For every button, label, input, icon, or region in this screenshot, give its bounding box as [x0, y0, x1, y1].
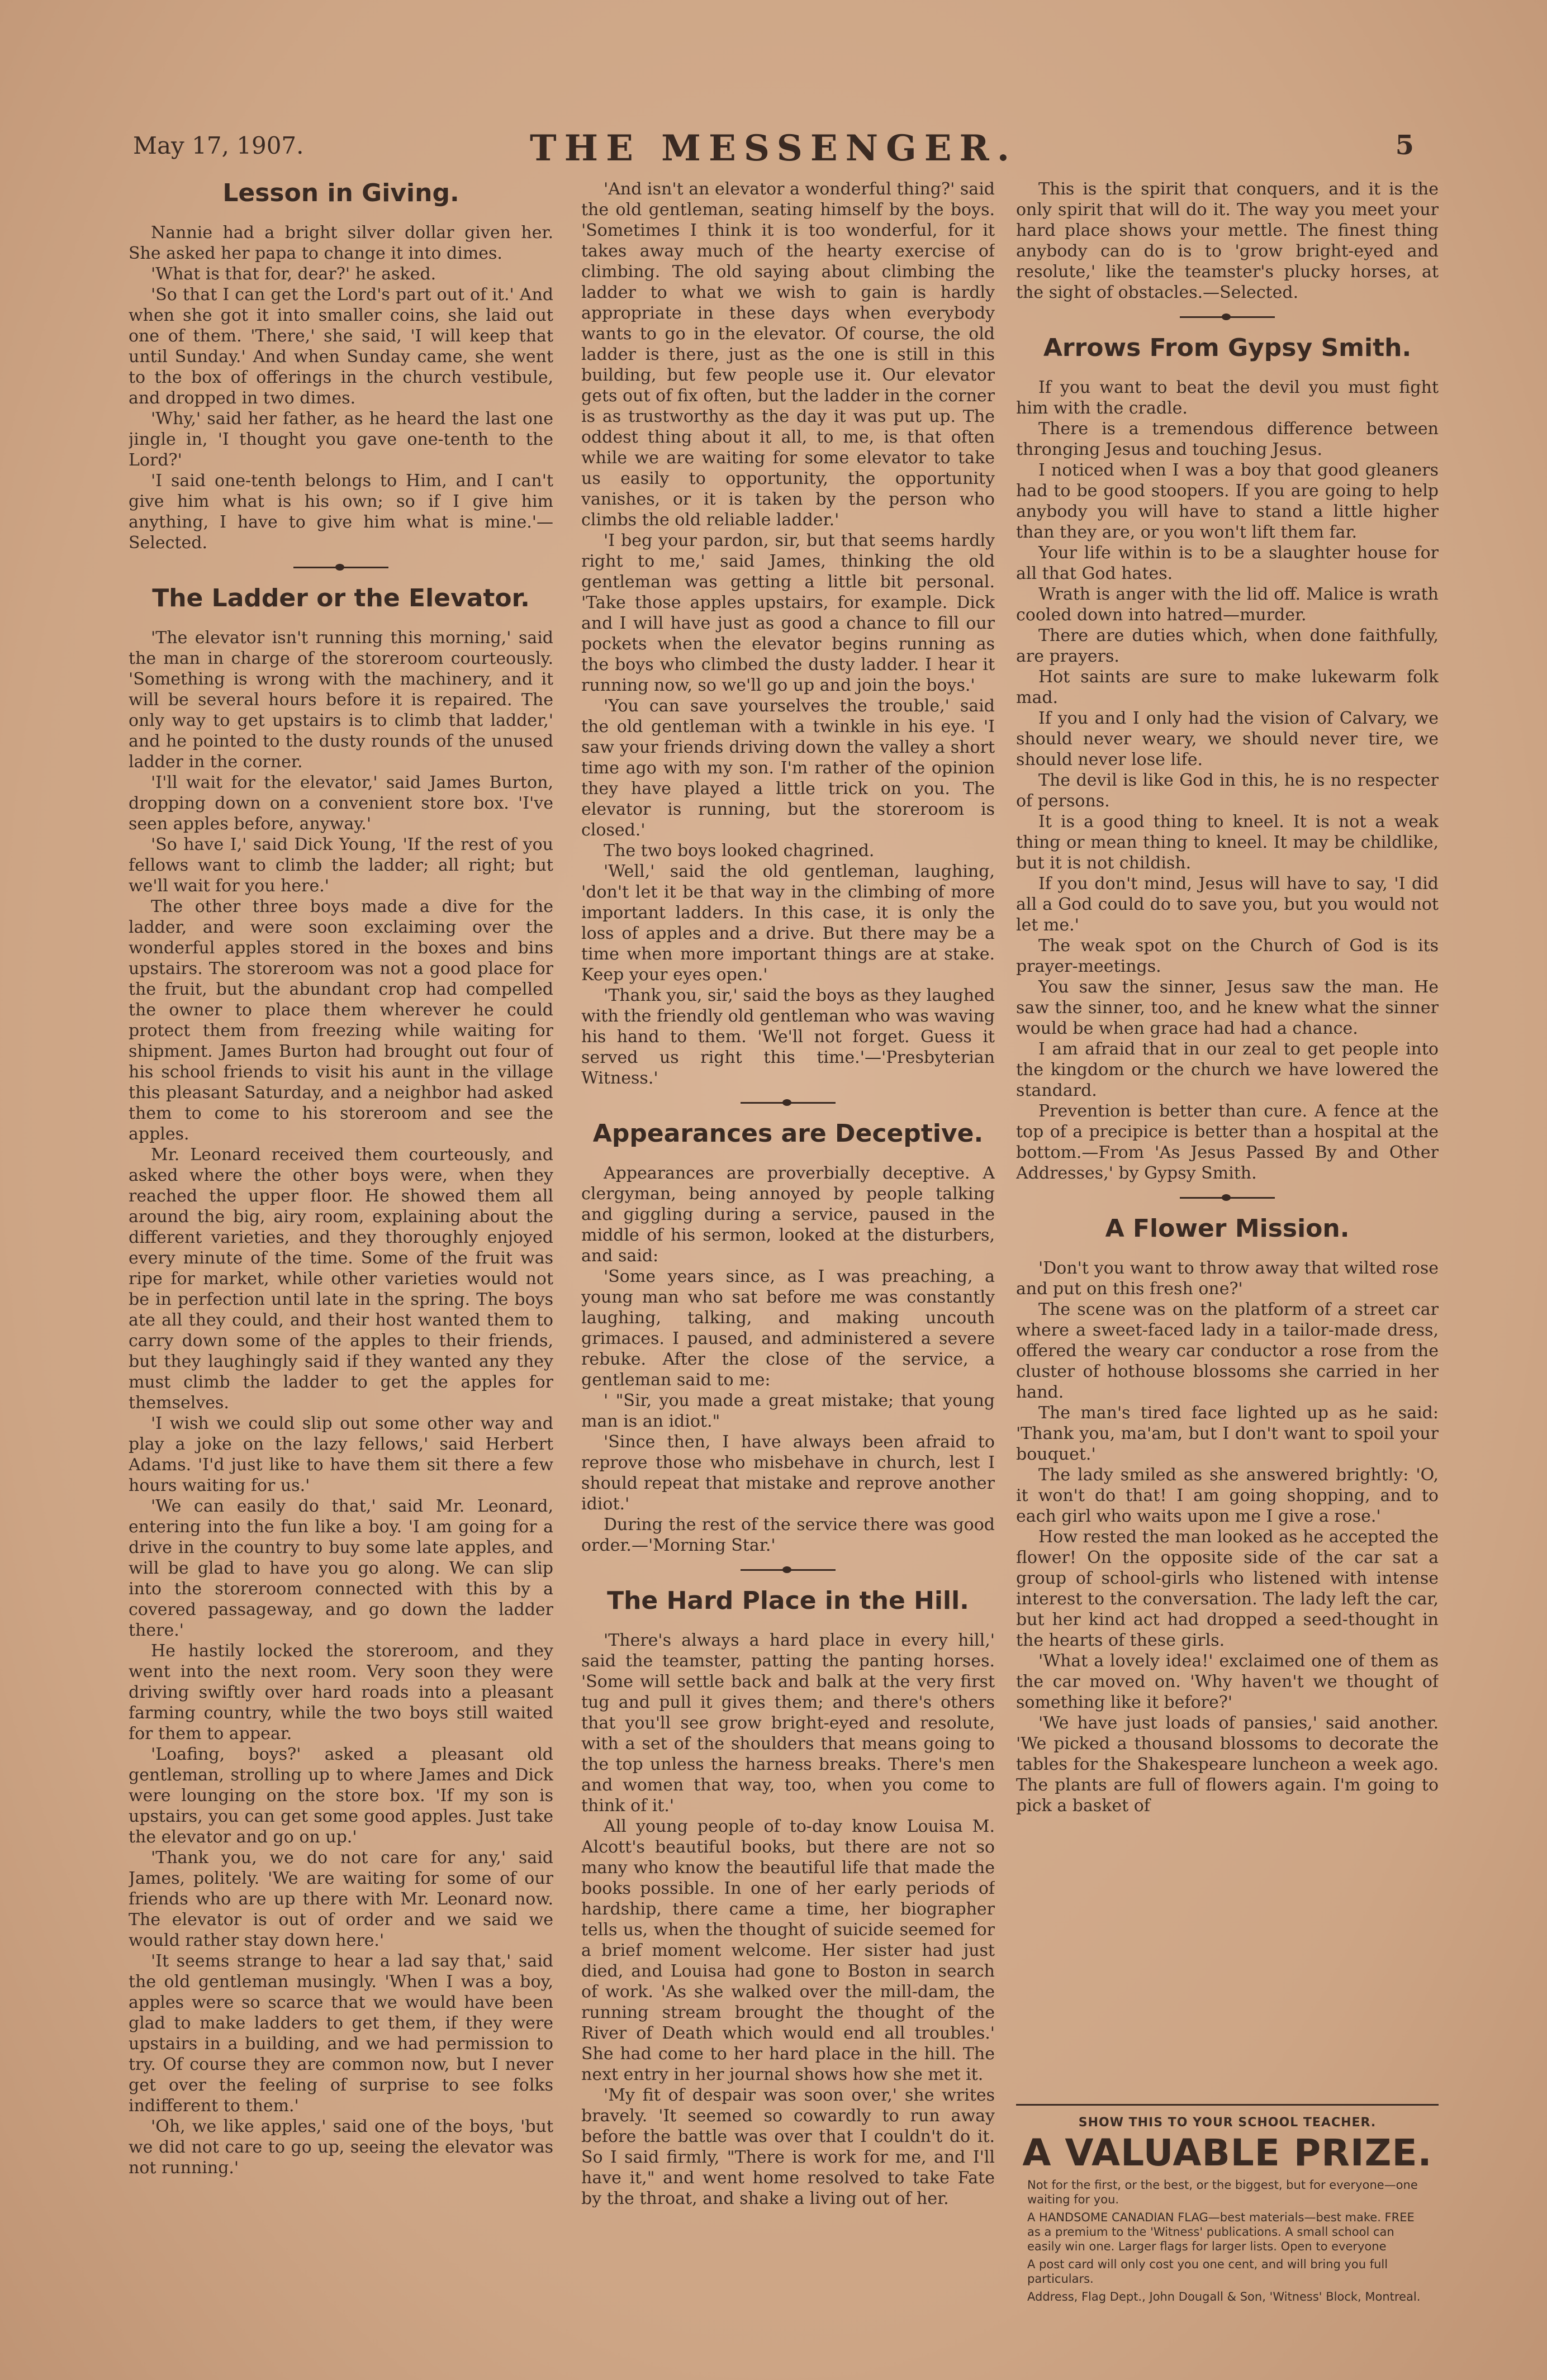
paragraph: 'Why,' said her father, as he heard the last one jingle in, 'I thought you gave one-tenth to the Lord?': [129, 409, 553, 470]
article-body-ladder: [129, 628, 553, 2178]
paragraph: I noticed when I was a boy that good gleaners had to be good stoopers. If you are going to help anybody you will have to stand a little higher than they are, or you won't lift them far.: [1016, 460, 1439, 542]
paragraph: 'Oh, we like apples,' said one of the boys, 'but we did not care to go up, seeing the elevator was not running.': [129, 2117, 553, 2178]
paragraph: 'It seems strange to hear a lad say that,' said the old gentleman musingly. 'When I was a boy, apples were so scarce that we would have been glad to make ladders to get them, if they were upstairs in a building, and we had permission to try. Of course they are common now, but I never get over the feeling of surprise to see folks indifferent to them.': [129, 1951, 553, 2116]
paragraph: The devil is like God in this, he is no respecter of persons.: [1016, 771, 1439, 811]
paragraph: 'We have just loads of pansies,' said another. 'We picked a thousand blossoms to decorate the tables for the Shakespeare luncheon a week ago. The plants are full of flowers again. I'm going to pick a basket of: [1016, 1713, 1439, 1816]
paragraph: He hastily locked the storeroom, and they went into the next room. Very soon they were driving swiftly over hard roads into a pleasant farming country, while the two boys still waited for them to appear.: [129, 1641, 553, 1744]
paragraph: There are duties which, when done faithfully, are prayers.: [1016, 626, 1439, 666]
paragraph: Nannie had a bright silver dollar given her. She asked her papa to change it into dimes.: [129, 223, 553, 263]
ad-prize-heading: A VALUABLE PRIZE.: [1022, 2131, 1432, 2174]
paragraph: The man's tired face lighted up as he said: 'Thank you, ma'am, but I don't want to spoil your bouquet.': [1016, 1403, 1439, 1464]
section-divider: [293, 567, 388, 568]
page-number: 5: [1395, 130, 1414, 161]
article-title-flower: A Flower Mission.: [1105, 1214, 1350, 1243]
paragraph: You saw the sinner, Jesus saw the man. He saw the sinner, too, and he knew what the sinner would be when grace had had a chance.: [1016, 977, 1439, 1038]
paragraph: The weak spot on the Church of God is its prayer-meetings.: [1016, 936, 1439, 976]
paragraph: 'So have I,' said Dick Young, 'If the rest of you fellows want to climb the ladder; all right; but we'll wait for you here.': [129, 835, 553, 896]
section-divider: [1180, 316, 1275, 318]
paragraph: 'Thank you, sir,' said the boys as they laughed with the friendly old gentleman who was waving his hand to them. 'We'll not forget. Guess it served us right this time.'—'Presbyterian Witness.': [581, 986, 995, 1088]
paragraph: 'Since then, I have always been afraid to reprove those who misbehave in church, lest I should repeat that mistake and reprove another idiot.': [581, 1432, 995, 1514]
paragraph: If you don't mind, Jesus will have to say, 'I did all a God could do to save you, but you would not let me.': [1016, 874, 1439, 935]
paragraph: 'What a lovely idea!' exclaimed one of them as the car moved on. 'Why haven't we thought of something like it before?': [1016, 1651, 1439, 1712]
ad-line-3: A post card will only cost you one cent, and will bring you full particulars.: [1027, 2258, 1388, 2286]
paragraph: Mr. Leonard received them courteously, and asked where the other boys were, when they reached the upper floor. He showed them all around the big, airy room, explaining about the different varieties, and they thoroughly enjoyed every minute of the time. Some of the fruit was ripe for market, while other varieties would not be in perfection until late in the spring. The boys ate all they could, and their host wanted them to carry down some of the apples to their friends, but they laughingly said if they wanted any they must climb the ladder to get the apples for themselves.: [129, 1145, 553, 1413]
section-divider: [1180, 1197, 1275, 1199]
paragraph: 'Some years since, as I was preaching, a young man who sat before me was constantly laughing, talking, and making uncouth grimaces. I paused, and administered a severe rebuke. After the close of the service, a gentleman said to me:: [581, 1267, 995, 1390]
paragraph: 'So that I can get the Lord's part out of it.' And when she got it into smaller coins, she laid out one of them. 'There,' she said, 'I will keep that until Sunday.' And when Sunday came, she went to the box of offerings in the church vestibule, and dropped in two dimes.: [129, 285, 553, 408]
paragraph: Prevention is better than cure. A fence at the top of a precipice is better than a hospital at the bottom.—From 'As Jesus Passed By and Other Addresses,' by Gypsy Smith.: [1016, 1101, 1439, 1183]
paragraph: The lady smiled as she answered brightly: 'O, it won't do that! I am going shopping, and to each girl who waits upon me I give a rose.': [1016, 1465, 1439, 1526]
paragraph: 'I'll wait for the elevator,' said James Burton, dropping down on a convenient store box. 'I've seen apples before, anyway.': [129, 773, 553, 834]
paragraph: 'Thank you, we do not care for any,' said James, politely. 'We are waiting for some of our friends who are up there with Mr. Leonard now. The elevator is out of order and we said we would rather stay down here.': [129, 1848, 553, 1950]
paragraph: The other three boys made a dive for the ladder, and were soon exclaiming over the wonderful apples stored in the boxes and bins upstairs. The storeroom was not a good place for the fruit, but the abundant crop had compelled the owner to place them wherever he could protect them from freezing while waiting for shipment. James Burton had brought out four of his school friends to visit his aunt in the village this pleasant Saturday, and a neighbor had asked them to come to his storeroom and see the apples.: [129, 897, 553, 1144]
ad-top-rule: [1016, 2104, 1439, 2106]
paragraph: The two boys looked chagrined.: [604, 841, 875, 861]
masthead: [133, 127, 1414, 172]
article-title-appearances: Appearances are Deceptive.: [592, 1119, 984, 1148]
paragraph: ' "Sir, you made a great mistake; that young man is an idiot.": [581, 1391, 995, 1431]
paragraph: Your life within is to be a slaughter house for all that God hates.: [1016, 543, 1439, 583]
paragraph: It is a good thing to kneel. It is not a weak thing or mean thing to kneel. It may be childlike, but it is not childish.: [1016, 812, 1439, 873]
paragraph: 'Well,' said the old gentleman, laughing, 'don't let it be that way in the climbing of more important ladders. In this case, it is only the loss of apples and a drive. But there may be a time when more important things are at stake. Keep your eyes open.': [581, 862, 995, 985]
paragraph: This is the spirit that conquers, and it is the only spirit that will do it. The way you meet your hard place shows your mettle. The finest thing anybody can do is to 'grow bright-eyed and resolute,' like the teamster's plucky horses, at the sight of obstacles.—Selected.: [1016, 179, 1439, 302]
paragraph: Wrath is anger with the lid off. Malice is wrath cooled down into hatred—murder.: [1016, 585, 1439, 625]
paragraph: 'There's always a hard place in every hill,' said the teamster, patting the panting horses. 'Some will settle back and balk at the very first tug and pull it gives them; and there's others that you'll see grow bright-eyed and resolute, with a set of the shoulders that means going to the top unless the harness breaks. There's men and women that way, too, when you come to think of it.': [581, 1631, 995, 1816]
paragraph: 'Don't you want to throw away that wilted rose and put on this fresh one?': [1016, 1258, 1439, 1299]
ad-header: SHOW THIS TO YOUR SCHOOL TEACHER.: [1078, 2116, 1377, 2130]
paragraph: 'I wish we could slip out some other way and play a joke on the lazy fellows,' said Herbert Adams. 'I'd just like to have them sit there a few hours waiting for us.': [129, 1414, 553, 1495]
column-3: [1016, 179, 1439, 2090]
paragraph: Appearances are proverbially deceptive. A clergyman, being annoyed by people talking and giggling during a service, paused in the middle of his sermon, looked at the disturbers, and said:: [581, 1163, 995, 1266]
ad-line-4: Address, Flag Dept., John Dougall & Son, 'Witness' Block, Montreal.: [1027, 2290, 1421, 2303]
paragraph: 'I said one-tenth belongs to Him, and I can't give him what is his own; so if I give him anything, I have to give him what is mine.'—Selected.: [129, 471, 553, 553]
article-body-arrows: [1016, 377, 1439, 1184]
ad-line-2: A HANDSOME CANADIAN FLAG—best materials—best make. FREE as a premium to the 'Witness' publications. A small school can easily win one. Larger flags for larger lists. Open to everyone: [1027, 2211, 1415, 2253]
paragraph: 'You can save yourselves the trouble,' said the old gentleman with a twinkle in his eye. 'I saw your friends driving down the valley a short time ago with my son. I'm rather of the opinion they have played a little trick on you. The elevator is running, but the storeroom is closed.': [581, 696, 995, 840]
article-body-appearances: [581, 1163, 995, 1556]
paragraph: 'The elevator isn't running this morning,' said the man in charge of the storeroom courteously. 'Something is wrong with the machinery, and it will be several hours before it is repaired. The only way to get upstairs is to climb that ladder,' and he pointed to the dusty rounds of the unused ladder in the corner.: [129, 628, 553, 772]
paragraph: If you want to beat the devil you must fight him with the cradle.: [1016, 378, 1439, 418]
article-title-hard-place: The Hard Place in the Hill.: [607, 1586, 969, 1615]
issue-date: May 17, 1907.: [133, 132, 304, 159]
ad-line-1: Not for the first, or the best, or the biggest, but for everyone—one waiting for you.: [1027, 2178, 1418, 2206]
paragraph: I am afraid that in our zeal to get people into the kingdom or the church we have lowered the standard.: [1016, 1039, 1439, 1100]
article-title-lesson: Lesson in Giving.: [222, 179, 459, 207]
article-body-hard-place-continued: [1016, 179, 1439, 303]
article-title-ladder: The Ladder or the Elevator.: [152, 584, 530, 612]
paragraph: 'And isn't an elevator a wonderful thing?' said the old gentleman, seating himself by the boys. 'Sometimes I think it is too wonderful, for it takes away much of the hearty exercise of climbing. The old saying about climbing the ladder to what we wish to gain is hardly appropriate in these days when everybody wants to go in the elevator. Of course, the old ladder is there, just as the one is still in this building, but few people use it. Our elevator gets out of fix often, but the ladder in the corner is as trustworthy as the day it was put up. The oddest thing about it all, to me, is that often while we are waiting for some elevator to take us easily to opportunity, the opportunity vanishes, or it is taken by the person who climbs the old reliable ladder.': [581, 179, 995, 530]
paragraph: If you and I only had the vision of Calvary, we should never weary, we should never tire, we should never lose life.: [1016, 709, 1439, 769]
paragraph: The scene was on the platform of a street car where a sweet-faced lady in a tailor-made dress, offered the weary car conductor a rose from the cluster of hothouse blossoms she carried in her hand.: [1016, 1300, 1439, 1402]
paragraph: There is a tremendous difference between thronging Jesus and touching Jesus.: [1016, 419, 1439, 459]
article-title-arrows: Arrows From Gypsy Smith.: [1043, 334, 1412, 362]
paragraph: 'What is that for, dear?' he asked.: [151, 264, 436, 284]
section-divider: [741, 1102, 836, 1104]
article-body-ladder-continued: [581, 179, 995, 1089]
section-divider: [741, 1569, 836, 1571]
paragraph: 'I beg your pardon, sir, but that seems hardly right to me,' said James, thinking the old gentleman was getting a little bit personal. 'Take those apples upstairs, for example. Dick and I will have just as good a chance to fill our pockets when the elevator begins running as the boys who climbed the dusty ladder. I hear it running now, so we'll go up and join the boys.': [581, 531, 995, 695]
paragraph: Hot saints are sure to make lukewarm folk mad.: [1016, 667, 1439, 707]
paragraph: How rested the man looked as he accepted the flower! On the opposite side of the car sat a group of school-girls who listened with intense interest to the conversation. The lady left the car, but her kind act had dropped a seed-thought in the hearts of these girls.: [1016, 1527, 1439, 1650]
prize-advertisement: [1016, 2104, 1439, 2303]
article-body-flower: [1016, 1258, 1439, 1816]
paragraph: All young people of to-day know Louisa M. Alcott's beautiful books, but there are not so many who know the beautiful life that made the books possible. In one of her early periods of hardship, there came a time, her biographer tells us, when the thought of suicide seemed for a brief moment welcome. Her sister had just died, and Louisa had gone to Boston in search of work. 'As she walked over the mill-dam, the running stream brought the thought of the River of Death which would end all troubles.' She had come to her hard place in the hill. The next entry in her journal shows how she met it.: [581, 1817, 995, 2084]
column-1: [129, 179, 553, 2207]
paragraph: 'My fit of despair was soon over,' she writes bravely. 'It seemed so cowardly to run away before the battle was over that I couldn't do it. So I said firmly, "There is work for me, and I'll have it," and went home resolved to take Fate by the throat, and shake a living out of her.: [581, 2086, 995, 2207]
paragraph: During the rest of the service there was good order.—'Morning Star.': [581, 1515, 995, 1555]
paragraph: 'We can easily do that,' said Mr. Leonard, entering into the fun like a boy. 'I am going for a drive in the country to buy some late apples, and will be glad to have you go along. We can slip into the storeroom connected with this by a covered passageway, and go down the ladder there.': [129, 1497, 553, 1640]
article-body-lesson: [129, 222, 553, 553]
paragraph: 'Loafing, boys?' asked a pleasant old gentleman, strolling up to where James and Dick were lounging on the store box. 'If my son is upstairs, you can get some good apples. Just take the elevator and go on up.': [129, 1745, 553, 1847]
column-2: [581, 179, 995, 2207]
article-body-hard-place: [581, 1630, 995, 2207]
newspaper-title: THE MESSENGER.: [530, 127, 1017, 169]
